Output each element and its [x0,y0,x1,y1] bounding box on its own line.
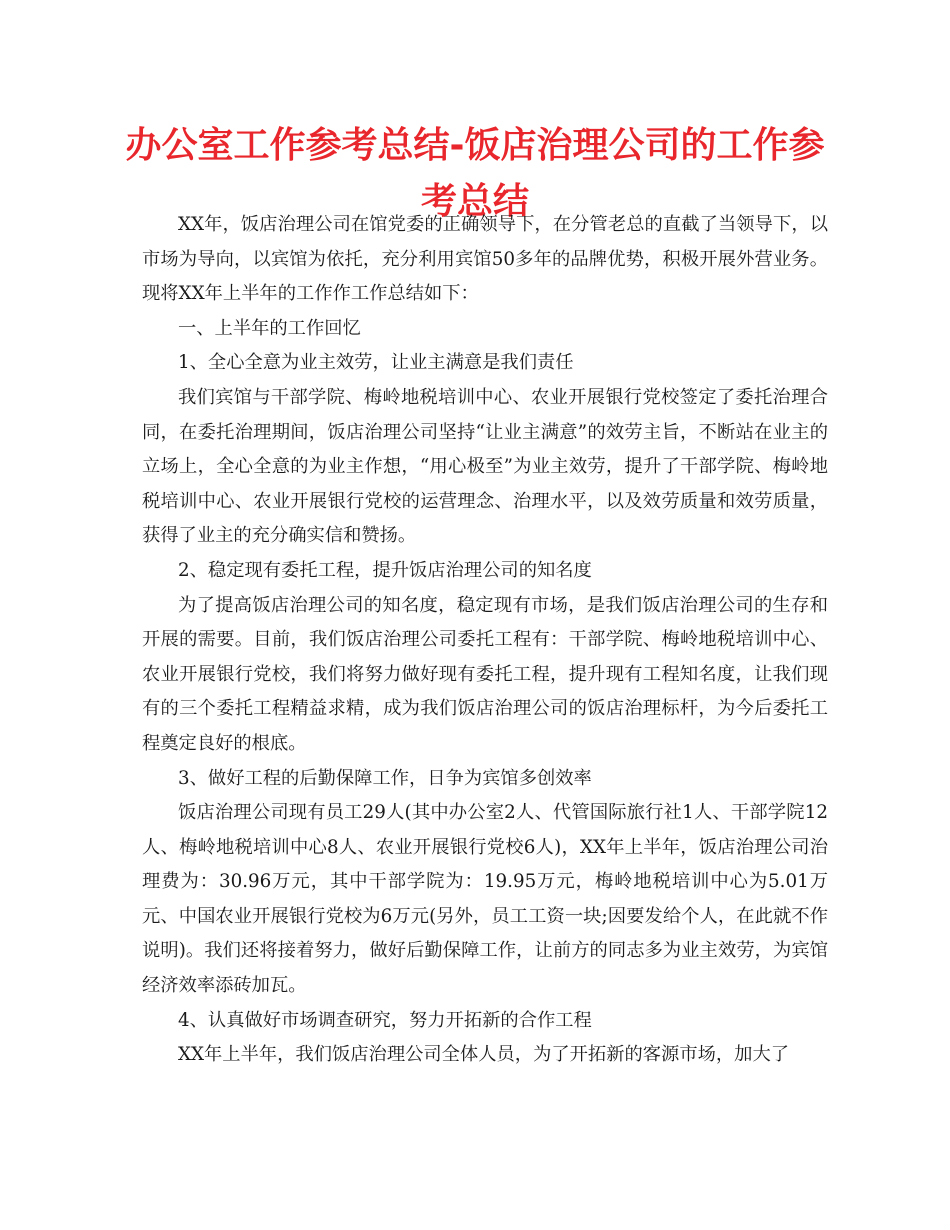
subsection-heading-4: 4、认真做好市场调查研究，努力开拓新的合作工程 [178,1009,592,1031]
paragraph-intro: XX年，饭店治理公司在馆党委的正确领导下，在分管老总的直截了当领导下，以市场为导向，以宾馆为依托，充分利用宾馆50多年的品牌优势，积极开展外营业务。现将XX年上半年的工作作工作总结如下： [142,214,828,305]
document-title: 办公室工作参考总结-饭店治理公司的工作参考总结 [125,125,825,222]
document-body [142,208,828,1073]
subsection-heading-3: 3、做好工程的后勤保障工作，日争为宾馆多创效率 [178,767,592,789]
paragraph-4: XX年上半年，我们饭店治理公司全体人员，为了开拓新的客源市场，加大了 [178,1044,790,1066]
subsection-heading-1: 1、全心全意为业主效劳，让业主满意是我们责任 [178,352,574,374]
paragraph-3: 饭店治理公司现有员工29人(其中办公室2人、代管国际旅行社1人、干部学院12人、梅岭地税培训中心8人、农业开展银行党校6人)，XX年上半年，饭店治理公司治理费为：30.96万元，其中干部学院为：19.95万元，梅岭地税培训中心为5.01万元、中国农业开展银行党校为6万元(另外，员工工资一块;因要发给个人，在此就不作说明)。我们还将接着努力，做好后勤保障工作，让前方的同志多为业主效劳，为宾馆经济效率添砖加瓦。 [142,802,828,997]
paragraph-2: 为了提高饭店治理公司的知名度，稳定现有市场，是我们饭店治理公司的生存和开展的需要。目前，我们饭店治理公司委托工程有：干部学院、梅岭地税培训中心、农业开展银行党校，我们将努力做好现有委托工程，提升现有工程知名度，让我们现有的三个委托工程精益求精，成为我们饭店治理公司的饭店治理标杆，为今后委托工程奠定良好的根底。 [142,594,828,754]
section-heading-review: 一、上半年的工作回忆 [178,317,361,339]
paragraph-1: 我们宾馆与干部学院、梅岭地税培训中心、农业开展银行党校签定了委托治理合同，在委托治理期间，饭店治理公司坚持“让业主满意”的效劳主旨，不断站在业主的立场上，全心全意的为业主作想，“用心极至”为业主效劳，提升了干部学院、梅岭地税培训中心、农业开展银行党校的运营理念、治理水平，以及效劳质量和效劳质量，获得了业主的充分确实信和赞扬。 [142,386,828,547]
subsection-heading-2: 2、稳定现有委托工程，提升饭店治理公司的知名度 [178,559,592,581]
